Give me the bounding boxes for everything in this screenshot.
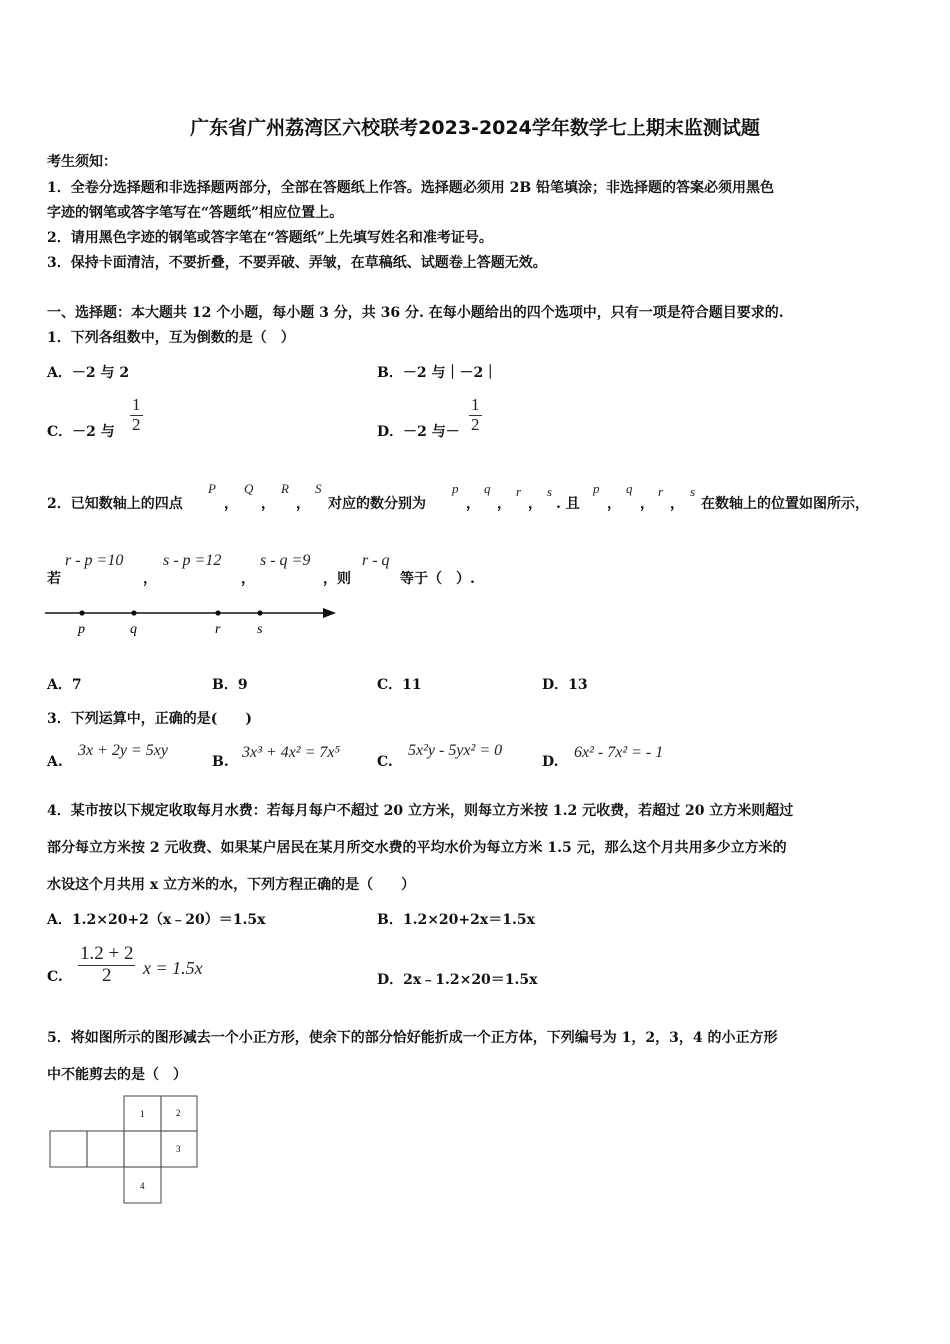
q2-var-p: p (593, 481, 600, 496)
q2-comma: ， (143, 571, 157, 587)
q2-var-p: p (452, 481, 459, 496)
cube-net-figure (45, 1093, 205, 1208)
q4-stem-line-1: 4．某市按以下规定收取每月水费：若每月每户不超过 20 立方米，则每立方米按 1.2 元收费，若超过 20 立方米则超过 (47, 803, 794, 819)
q5-stem-line-2: 中不能剪去的是（ ） (47, 1067, 187, 1083)
q4-stem-line-2: 部分每立方米按 2 元收费、如果某户居民在某月所交水费的平均水价为每立方米 1.5 元，那么这个月共用多少立方米的 (47, 840, 787, 856)
q2-point-P: P (208, 481, 216, 496)
point-r-dot (215, 610, 220, 615)
q1-option-c-label: C．－2 与 (47, 424, 115, 440)
square-label-4: 4 (140, 1181, 145, 1191)
square-label-2: 2 (176, 1108, 181, 1118)
square-center (124, 1131, 161, 1167)
q2-point-S: S (315, 481, 322, 496)
q1-option-c[interactable] (47, 421, 115, 441)
q3-option-b[interactable]: 3x³ + 4x² = 7x⁵ (242, 744, 341, 761)
q2-ask-expression: r - q (362, 552, 390, 569)
q2-comma: ， (296, 496, 310, 512)
q3-option-d[interactable]: 6x² - 7x² = - 1 (574, 744, 664, 761)
number-line-figure (40, 598, 350, 644)
q2-stem-prefix: 2．已知数轴上的四点 (47, 496, 183, 512)
square-label-3: 3 (176, 1144, 181, 1154)
q3-stem: 3．下列运算中，正确的是( ) (47, 711, 252, 727)
fraction-numerator: 1.2 + 2 (80, 943, 134, 964)
q1-option-d-fraction (469, 396, 482, 434)
square-middle-left (87, 1131, 124, 1167)
q2-mid-2: . 且 (556, 496, 580, 512)
q2-equation-1: r - p =10 (65, 552, 124, 569)
q2-comma: ， (261, 496, 275, 512)
q2-var-q: q (484, 481, 491, 496)
q2-then: ，则 (323, 571, 351, 587)
notice-item-1a: 1．全卷分选择题和非选择题两部分，全部在答题纸上作答。选择题必须用 2B 铅笔填涂；非选择题的答案必须用黑色 (47, 180, 775, 196)
q2-comma: ， (466, 496, 480, 512)
q2-equation-2: s - p =12 (163, 552, 222, 569)
q3-option-c-label[interactable]: C. (377, 754, 393, 770)
q2-comma: ， (241, 571, 255, 587)
point-s-label: s (257, 622, 263, 637)
q3-option-c[interactable]: 5x²y - 5yx² = 0 (408, 742, 503, 759)
q2-option-b[interactable]: B．9 (212, 677, 248, 693)
q2-comma: ， (497, 496, 511, 512)
q5-stem-line-1: 5．将如图所示的图形减去一个小正方形，使余下的部分恰好能折成一个正方体，下列编号为 1，2，3，4 的小正方形 (47, 1030, 778, 1046)
section-heading: 一、选择题：本大题共 12 个小题，每小题 3 分，共 36 分. 在每小题给出的四个选项中，只有一项是符合题目要求的. (47, 305, 784, 321)
q4-option-c-label[interactable]: C. (47, 969, 63, 985)
q1-option-b[interactable]: B．－2 与｜－2｜ (377, 365, 498, 381)
fraction-denominator: 2 (471, 414, 480, 434)
q1-option-c-fraction (130, 396, 143, 434)
q4-option-d[interactable]: D．2x﹣1.2×20＝1.5x (377, 972, 538, 988)
q1-option-a[interactable]: A．－2 与 2 (47, 365, 130, 381)
q4-option-a[interactable]: A．1.2×20+2（x﹣20）＝1.5x (47, 912, 266, 928)
q4-stem-line-3: 水设这个月共用 x 立方米的水，下列方程正确的是（ ） (47, 877, 416, 893)
q2-comma: ， (528, 496, 542, 512)
q2-option-d[interactable]: D．13 (542, 677, 588, 693)
q4-option-c-rest[interactable]: x = 1.5x (143, 958, 203, 978)
q2-comma: ， (607, 496, 621, 512)
q1-option-d-label: D．－2 与－ (377, 424, 460, 440)
q2-if: 若 (47, 571, 61, 587)
square-label-1: 1 (140, 1109, 145, 1119)
fraction-denominator: 2 (101, 964, 112, 986)
q3-option-d-label[interactable]: D. (542, 754, 559, 770)
notice-item-3: 3．保持卡面清洁，不要折叠，不要弄破、弄皱，在草稿纸、试题卷上答题无效。 (47, 255, 547, 271)
page-title: 广东省广州荔湾区六校联考2023-2024学年数学七上期末监测试题 (190, 117, 760, 139)
q2-tail: 等于（ ）. (400, 571, 475, 587)
number-line-arrow (323, 608, 336, 618)
q2-option-a[interactable]: A．7 (47, 677, 82, 693)
q3-option-b-label[interactable]: B. (212, 754, 229, 770)
q3-option-a-label[interactable]: A. (47, 754, 63, 770)
q3-option-a[interactable]: 3x + 2y = 5xy (78, 742, 168, 759)
point-p-label: p (78, 622, 85, 637)
q2-comma: ， (640, 496, 654, 512)
q2-mid-3: 在数轴上的位置如图所示， (701, 496, 869, 512)
fraction-denominator: 2 (132, 414, 141, 434)
q2-var-q: q (626, 481, 633, 496)
q1-stem: 1．下列各组数中，互为倒数的是（ ） (47, 330, 295, 346)
notice-item-1b: 字迹的钢笔或答字笔写在“答题纸”相应位置上。 (47, 205, 344, 221)
q2-point-Q: Q (244, 481, 254, 496)
notice-item-2: 2．请用黑色字迹的钢笔或答字笔在“答题纸”上先填写姓名和准考证号。 (47, 230, 493, 246)
q2-comma: ， (670, 496, 684, 512)
q2-var-s: s (690, 484, 696, 499)
notice-heading: 考生须知： (47, 154, 117, 170)
q2-point-R: R (281, 481, 289, 496)
q2-mid-1: 对应的数分别为 (328, 496, 426, 512)
q2-comma: ， (224, 496, 238, 512)
q2-var-r: r (516, 484, 522, 499)
point-r-label: r (215, 622, 221, 637)
q1-option-d[interactable] (377, 421, 460, 441)
point-q-dot (131, 610, 136, 615)
q2-var-r: r (658, 484, 664, 499)
point-s-dot (257, 610, 262, 615)
q4-option-b[interactable]: B．1.2×20+2x＝1.5x (377, 912, 535, 928)
point-q-label: q (130, 622, 137, 637)
square-left (50, 1131, 87, 1167)
fraction-numerator: 1 (471, 395, 480, 414)
q4-option-c-fraction[interactable] (78, 944, 135, 987)
point-p-dot (79, 610, 84, 615)
q2-option-c[interactable]: C．11 (377, 677, 422, 693)
q2-equation-3: s - q =9 (260, 552, 311, 569)
fraction-numerator: 1 (132, 395, 141, 414)
q2-var-s: s (547, 484, 553, 499)
